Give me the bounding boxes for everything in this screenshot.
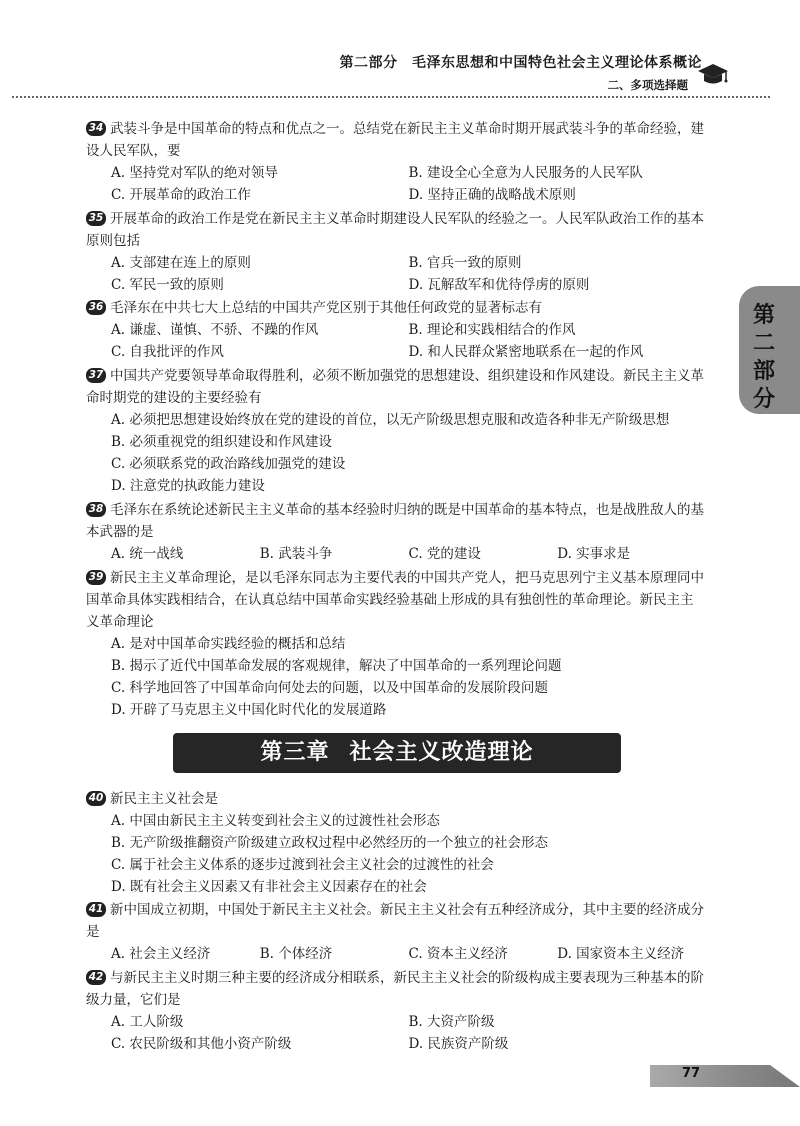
option-c: C. 开展革命的政治工作 bbox=[111, 187, 251, 203]
question-number-badge: 40 bbox=[86, 791, 106, 806]
question-number-badge: 38 bbox=[86, 502, 106, 517]
option-b: B. 个体经济 bbox=[259, 946, 333, 962]
option-c: C. 属于社会主义体系的逐步过渡到社会主义社会的过渡性的社会 bbox=[111, 857, 494, 873]
question-35 bbox=[86, 208, 706, 296]
question-42 bbox=[86, 967, 706, 1055]
option-d: D. 国家资本主义经济 bbox=[557, 946, 685, 962]
question-36 bbox=[86, 297, 706, 363]
option-c: C. 农民阶级和其他小资产阶级 bbox=[111, 1036, 292, 1052]
question-stem: 与新民主主义时期三种主要的经济成分相联系，新民主主义社会的阶级构成主要表现为三种基本的阶级力量，它们是 bbox=[86, 970, 704, 1008]
option-d: D. 民族资产阶级 bbox=[408, 1036, 509, 1052]
option-c: C. 军民一致的原则 bbox=[111, 277, 224, 293]
header-divider bbox=[12, 96, 770, 98]
question-41 bbox=[86, 899, 706, 965]
question-stem: 毛泽东在中共七大上总结的中国共产党区别于其他任何政党的显著标志有 bbox=[110, 300, 542, 316]
option-b: B. 无产阶级推翻资产阶级建立政权过程中必然经历的一个独立的社会形态 bbox=[111, 835, 549, 851]
option-d: D. 实事求是 bbox=[557, 546, 631, 562]
option-b: B. 建设全心全意为人民服务的人民军队 bbox=[408, 165, 644, 181]
question-stem: 开展革命的政治工作是党在新民主主义革命时期建设人民军队的经验之一。人民军队政治工作的基本原则包括 bbox=[86, 211, 704, 249]
running-header-subtitle: 二、多项选择题 bbox=[607, 78, 688, 92]
question-number-badge: 41 bbox=[86, 902, 106, 917]
question-39 bbox=[86, 567, 706, 721]
option-a: A. 工人阶级 bbox=[111, 1014, 184, 1030]
question-stem: 毛泽东在系统论述新民主主义革命的基本经验时归纳的既是中国革命的基本特点，也是战胜敌人的基本武器的是 bbox=[86, 502, 704, 540]
page-number-bar bbox=[650, 1065, 800, 1087]
question-stem: 新民主主义革命理论，是以毛泽东同志为主要代表的中国共产党人，把马克思列宁主义基本原理同中国革命具体实践相结合，在认真总结中国革命实践经验基础上形成的具有独创性的革命理论。新民主主义革命理论 bbox=[86, 570, 704, 630]
option-b: B. 武装斗争 bbox=[259, 546, 333, 562]
option-c: C. 资本主义经济 bbox=[408, 946, 508, 962]
option-b: B. 理论和实践相结合的作风 bbox=[408, 322, 576, 338]
question-number-badge: 34 bbox=[86, 121, 106, 136]
option-a: A. 谦虚、谨慎、不骄、不躁的作风 bbox=[111, 322, 319, 338]
question-38 bbox=[86, 499, 706, 565]
option-a: A. 是对中国革命实践经验的概括和总结 bbox=[111, 636, 346, 652]
option-c: C. 科学地回答了中国革命向何处去的问题，以及中国革命的发展阶段问题 bbox=[111, 680, 548, 696]
option-d: D. 注意党的执政能力建设 bbox=[111, 478, 265, 494]
graduation-cap-icon bbox=[697, 58, 729, 90]
option-c: C. 自我批评的作风 bbox=[111, 344, 224, 360]
option-a: A. 支部建在连上的原则 bbox=[111, 255, 251, 271]
option-d: D. 既有社会主义因素又有非社会主义因素存在的社会 bbox=[111, 879, 427, 895]
running-header-title: 第二部分 毛泽东思想和中国特色社会主义理论体系概论 bbox=[339, 55, 702, 71]
question-stem: 中国共产党要领导革命取得胜利，必须不断加强党的思想建设、组织建设和作风建设。新民主主义革命时期党的建设的主要经验有 bbox=[86, 368, 704, 406]
option-c: C. 党的建设 bbox=[408, 546, 481, 562]
question-37 bbox=[86, 365, 706, 497]
question-number-badge: 42 bbox=[86, 970, 106, 985]
option-b: B. 必须重视党的组织建设和作风建设 bbox=[111, 434, 333, 450]
option-a: A. 社会主义经济 bbox=[111, 946, 211, 962]
question-stem: 新民主主义社会是 bbox=[110, 791, 218, 807]
question-stem: 新中国成立初期，中国处于新民主主义社会。新民主主义社会有五种经济成分，其中主要的经济成分是 bbox=[86, 902, 704, 940]
option-d: D. 坚持正确的战略战术原则 bbox=[408, 187, 576, 203]
option-d: D. 瓦解敌军和优待俘虏的原则 bbox=[408, 277, 590, 293]
page-number: 77 bbox=[682, 1066, 701, 1081]
question-number-badge: 35 bbox=[86, 211, 106, 226]
option-b: B. 揭示了近代中国革命发展的客观规律，解决了中国革命的一系列理论问题 bbox=[111, 658, 562, 674]
option-c: C. 必须联系党的政治路线加强党的建设 bbox=[111, 456, 346, 472]
question-40 bbox=[86, 788, 706, 898]
question-34 bbox=[86, 118, 706, 206]
question-number-badge: 36 bbox=[86, 300, 106, 315]
option-d: D. 开辟了马克思主义中国化时代化的发展道路 bbox=[111, 702, 387, 718]
side-tab-label: 第二部分 bbox=[752, 303, 775, 412]
chapter-number: 第三章 bbox=[260, 740, 330, 765]
option-b: B. 官兵一致的原则 bbox=[408, 255, 522, 271]
option-b: B. 大资产阶级 bbox=[408, 1014, 495, 1030]
option-d: D. 和人民群众紧密地联系在一起的作风 bbox=[408, 344, 644, 360]
chapter-heading bbox=[173, 733, 621, 773]
question-stem: 武装斗争是中国革命的特点和优点之一。总结党在新民主主义革命时期开展武装斗争的革命经验，建设人民军队，要 bbox=[86, 121, 704, 159]
chapter-title: 社会主义改造理论 bbox=[349, 740, 534, 765]
question-number-badge: 39 bbox=[86, 570, 106, 585]
option-a: A. 中国由新民主主义转变到社会主义的过渡性社会形态 bbox=[111, 813, 440, 829]
question-number-badge: 37 bbox=[86, 368, 106, 383]
option-a: A. 坚持党对军队的绝对领导 bbox=[111, 165, 278, 181]
option-a: A. 必须把思想建设始终放在党的建设的首位，以无产阶级思想克服和改造各种非无产阶级思想 bbox=[111, 412, 670, 428]
option-a: A. 统一战线 bbox=[111, 546, 184, 562]
